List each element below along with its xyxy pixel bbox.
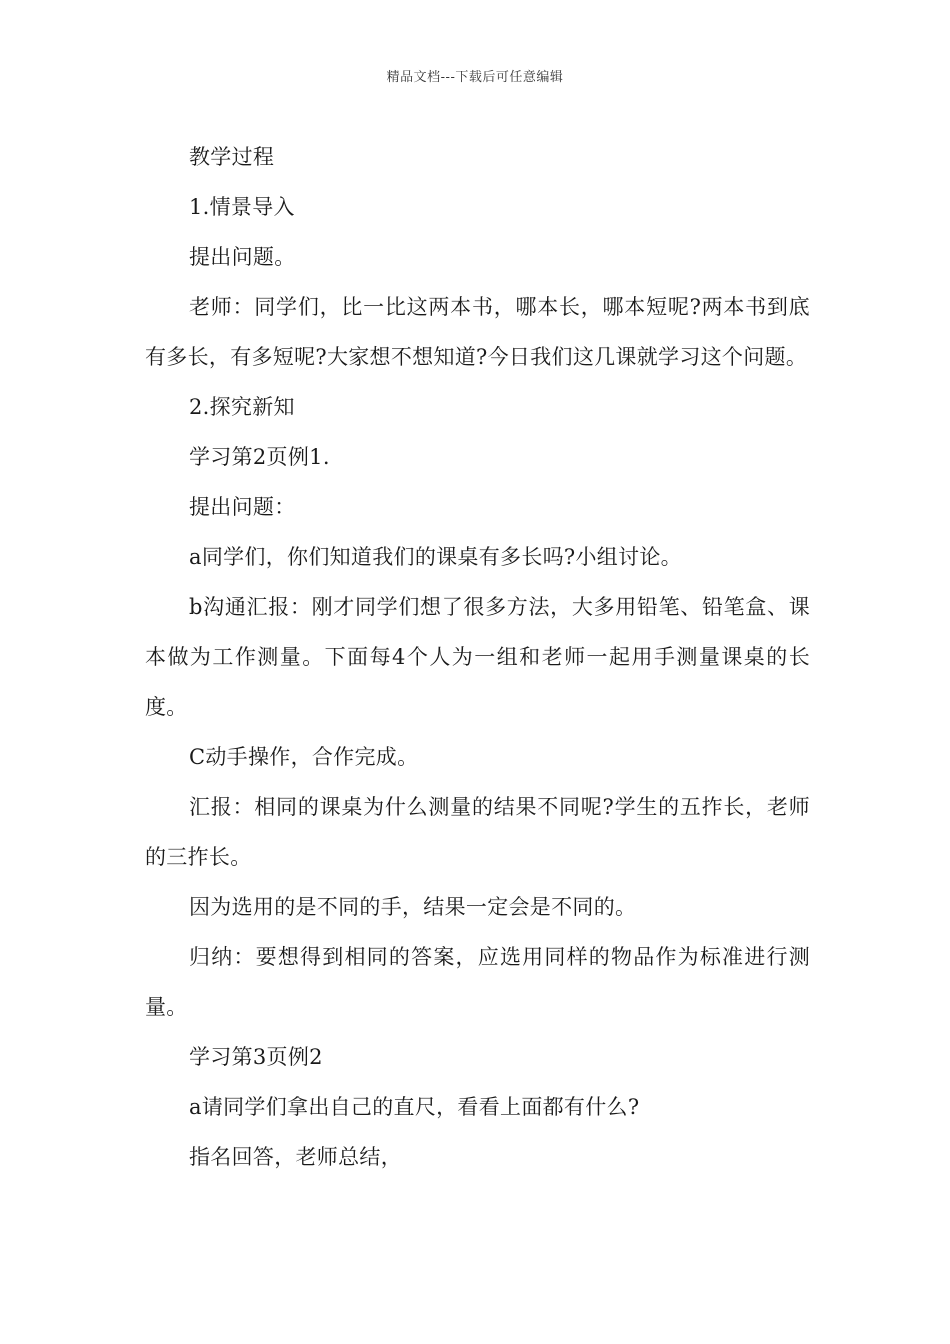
document-body — [145, 132, 810, 1182]
page-header: 精品文档---下载后可任意编辑 — [386, 70, 564, 85]
paragraph: 归纳：要想得到相同的答案，应选用同样的物品作为标准进行测量。 — [145, 945, 810, 1019]
paragraph: 老师：同学们，比一比这两本书，哪本长，哪本短呢?两本书到底有多长，有多短呢?大家想不想知道?今日我们这几课就学习这个问题。 — [145, 295, 810, 369]
paragraph: 学习第2页例1. — [189, 445, 330, 469]
paragraph: 提出问题。 — [189, 245, 296, 269]
paragraph: 提出问题： — [189, 495, 296, 519]
paragraph: b沟通汇报：刚才同学们想了很多方法，大多用铅笔、铅笔盒、课本做为工作测量。下面每4个人为一组和老师一起用手测量课桌的长度。 — [145, 595, 810, 719]
paragraph: 学习第3页例2 — [189, 1045, 323, 1069]
paragraph: C动手操作，合作完成。 — [189, 745, 419, 769]
paragraph: 指名回答，老师总结， — [189, 1145, 402, 1169]
paragraph: a同学们，你们知道我们的课桌有多长吗?小组讨论。 — [189, 545, 682, 569]
section-situation-intro: 1.情景导入 — [189, 195, 295, 219]
section-explore-new: 2.探究新知 — [189, 395, 295, 419]
heading-teaching-process: 教学过程 — [189, 145, 275, 169]
paragraph: a请同学们拿出自己的直尺，看看上面都有什么? — [189, 1095, 640, 1119]
paragraph: 汇报：相同的课桌为什么测量的结果不同呢?学生的五拃长，老师的三拃长。 — [145, 795, 810, 869]
paragraph: 因为选用的是不同的手，结果一定会是不同的。 — [189, 895, 637, 919]
